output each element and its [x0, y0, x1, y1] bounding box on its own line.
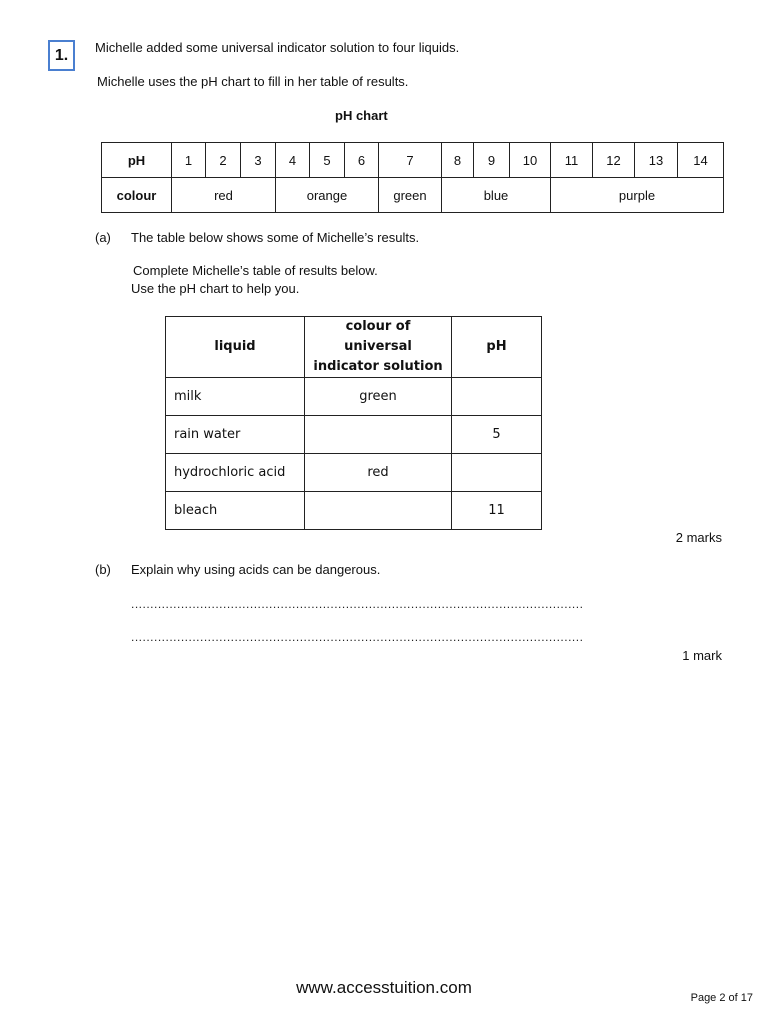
question-number: 1.: [48, 40, 75, 71]
ph-value: 9: [474, 143, 510, 178]
colour-cell: red: [305, 454, 452, 492]
liquid-cell: milk: [166, 378, 305, 416]
colour-cell-blue: blue: [442, 178, 551, 213]
results-header-row: [166, 317, 542, 378]
liquid-cell: bleach: [166, 492, 305, 530]
header-colour: colour of universal indicator solution: [305, 317, 452, 378]
table-row: [166, 492, 542, 530]
colour-answer-cell[interactable]: [305, 416, 452, 454]
ph-value: 1: [172, 143, 206, 178]
ph-answer-cell[interactable]: [452, 454, 542, 492]
part-a-instruction-2: Use the pH chart to help you.: [131, 281, 300, 296]
ph-answer-cell[interactable]: [452, 378, 542, 416]
ph-value: 5: [310, 143, 345, 178]
colour-cell-red: red: [172, 178, 276, 213]
page-number: Page 2 of 17: [690, 992, 753, 1004]
colour-cell-green: green: [379, 178, 442, 213]
colour-answer-cell[interactable]: [305, 492, 452, 530]
ph-cell: 5: [452, 416, 542, 454]
part-a-instruction-1: Complete Michelle’s table of results below.: [133, 263, 378, 278]
ph-value: 6: [345, 143, 379, 178]
part-b-label: (b): [95, 562, 111, 577]
part-b-marks: 1 mark: [682, 648, 722, 663]
ph-row: [102, 143, 724, 178]
ph-chart-title: pH chart: [335, 108, 388, 123]
colour-row: [102, 178, 724, 213]
ph-value: 10: [510, 143, 551, 178]
header-liquid: liquid: [166, 317, 305, 378]
ph-value: 14: [678, 143, 724, 178]
part-a-label: (a): [95, 230, 111, 245]
ph-value: 3: [241, 143, 276, 178]
ph-value: 13: [635, 143, 678, 178]
liquid-cell: hydrochloric acid: [166, 454, 305, 492]
ph-value: 4: [276, 143, 310, 178]
colour-cell-purple: purple: [551, 178, 724, 213]
ph-value: 11: [551, 143, 593, 178]
ph-chart-table: [101, 142, 724, 213]
table-row: [166, 454, 542, 492]
ph-value: 7: [379, 143, 442, 178]
liquid-cell: rain water: [166, 416, 305, 454]
ph-value: 8: [442, 143, 474, 178]
table-row: [166, 416, 542, 454]
colour-cell-orange: orange: [276, 178, 379, 213]
ph-cell: 11: [452, 492, 542, 530]
question-intro: Michelle added some universal indicator solution to four liquids.: [95, 40, 460, 55]
colour-cell: green: [305, 378, 452, 416]
question-intro-2: Michelle uses the pH chart to fill in her table of results.: [97, 74, 409, 89]
footer-website: www.accesstuition.com: [296, 978, 472, 997]
part-a-marks: 2 marks: [675, 530, 722, 545]
ph-row-label: pH: [102, 143, 172, 178]
ph-value: 2: [206, 143, 241, 178]
part-a-text: The table below shows some of Michelle’s results.: [131, 230, 420, 245]
ph-value: 12: [593, 143, 635, 178]
header-ph: pH: [452, 317, 542, 378]
results-table: [165, 316, 542, 530]
part-b-text: Explain why using acids can be dangerous.: [131, 562, 381, 577]
answer-line-1[interactable]: ......................................................................................................................: [131, 597, 584, 611]
table-row: [166, 378, 542, 416]
colour-row-label: colour: [102, 178, 172, 213]
answer-line-2[interactable]: ......................................................................................................................: [131, 630, 584, 644]
